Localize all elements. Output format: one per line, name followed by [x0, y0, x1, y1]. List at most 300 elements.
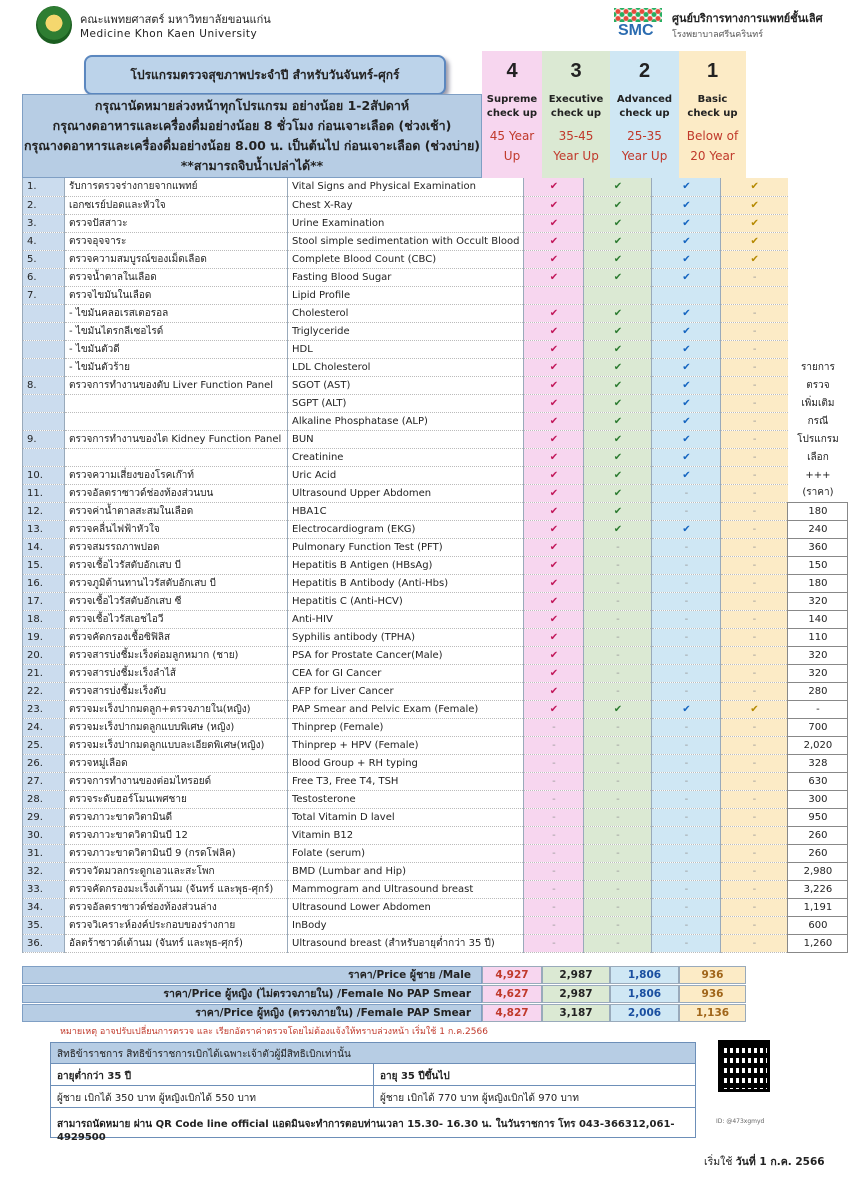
price-row-male: ราคา/Price ผู้ชาย /Male 4,927 2,987 1,806 936: [22, 966, 746, 984]
plan-inclusion-mark: ✔: [652, 520, 721, 538]
item-name-thai: ตรวจเชื้อไวรัสตับอักเสบ บี: [65, 556, 288, 574]
item-number: [23, 322, 65, 340]
item-number: 26.: [23, 754, 65, 772]
item-name-english: Thinprep (Female): [288, 718, 524, 736]
item-name-english: PSA for Prostate Cancer(Male): [288, 646, 524, 664]
item-name-english: LDL Cholesterol: [288, 358, 524, 376]
item-name-thai: รับการตรวจร่างกายจากแพทย์: [65, 178, 288, 196]
addon-price: 2,020: [788, 736, 848, 754]
addon-side-label: +++: [805, 469, 831, 481]
item-name-thai: [65, 448, 288, 466]
item-number: 16.: [23, 574, 65, 592]
item-name-thai: ตรวจมะเร็งปากมดลูก+ตรวจภายใน(หญิง): [65, 700, 288, 718]
effective-date: เริ่มใช้ วันที่ 1 ก.ค. 2566: [704, 1156, 825, 1168]
kku-logo-icon: [36, 6, 72, 44]
plan-inclusion-mark: ✔: [524, 610, 584, 628]
plan-inclusion-mark: ✔: [524, 322, 584, 340]
plan-inclusion-mark: -: [721, 682, 788, 700]
item-name-thai: ตรวจสารบ่งชี้มะเร็งตับ: [65, 682, 288, 700]
addon-price: 180: [788, 502, 848, 520]
plan-inclusion-mark: -: [721, 934, 788, 952]
table-row: [23, 214, 848, 232]
item-number: 11.: [23, 484, 65, 502]
item-number: 32.: [23, 862, 65, 880]
plan-inclusion-mark: ✔: [584, 484, 652, 502]
addon-side-label: [788, 268, 848, 286]
price-value: 4,827: [482, 1004, 542, 1022]
plan-age: 45 Year Up: [482, 122, 542, 178]
plan-inclusion-mark: -: [584, 736, 652, 754]
addon-price: 2,980: [788, 862, 848, 880]
plan-inclusion-mark: ✔: [524, 358, 584, 376]
plan-age: 35-45 Year Up: [542, 122, 610, 178]
table-row: [23, 628, 848, 646]
plan-inclusion-mark: -: [652, 484, 721, 502]
price-value: 1,806: [610, 985, 679, 1003]
item-number: 7.: [23, 286, 65, 304]
item-number: [23, 340, 65, 358]
plan-inclusion-mark: -: [584, 772, 652, 790]
plan-inclusion-mark: -: [584, 718, 652, 736]
item-number: 6.: [23, 268, 65, 286]
item-name-thai: ตรวจภาวะขาดวิตามินบี 9 (กรดโฟลิค): [65, 844, 288, 862]
item-name-thai: ตรวจอุจจาระ: [65, 232, 288, 250]
plan-inclusion-mark: -: [721, 376, 788, 394]
plan-inclusion-mark: -: [721, 520, 788, 538]
plan-inclusion-mark: -: [584, 754, 652, 772]
plan-inclusion-mark: -: [721, 916, 788, 934]
plan-inclusion-mark: -: [652, 628, 721, 646]
item-name-english: HBA1C: [288, 502, 524, 520]
plan-inclusion-mark: -: [721, 610, 788, 628]
item-number: 36.: [23, 934, 65, 952]
addon-side-label: [788, 304, 848, 322]
item-name-english: Triglyceride: [288, 322, 524, 340]
plan-inclusion-mark: -: [652, 646, 721, 664]
addon-price: 320: [788, 664, 848, 682]
plan-inclusion-mark: ✔: [524, 268, 584, 286]
item-name-thai: อัลตร้าซาวด์เต้านม (จันทร์ และพุธ-ศุกร์): [65, 934, 288, 952]
plan-inclusion-mark: ✔: [584, 304, 652, 322]
plan-inclusion-mark: ✔: [652, 232, 721, 250]
plan-inclusion-mark: -: [721, 646, 788, 664]
plan-inclusion-mark: -: [721, 736, 788, 754]
plan-inclusion-mark: -: [652, 556, 721, 574]
plan-inclusion-mark: -: [584, 790, 652, 808]
addon-price: 600: [788, 916, 848, 934]
plan-inclusion-mark: -: [721, 772, 788, 790]
plan-inclusion-mark: ✔: [584, 700, 652, 718]
item-number: 9.: [23, 430, 65, 448]
item-number: 33.: [23, 880, 65, 898]
item-name-english: Electrocardiogram (EKG): [288, 520, 524, 538]
checkup-items-table: [22, 178, 848, 953]
plan-inclusion-mark: -: [721, 718, 788, 736]
addon-side-label: [788, 322, 848, 340]
plan-inclusion-mark: -: [652, 592, 721, 610]
instruction-line: กรุณางดอาหารและเครื่องดื่มอย่างน้อย 8 ชั่วโมง ก่อนเจาะเลือด (ช่วงเช้า): [52, 118, 452, 133]
plan-inclusion-mark: ✔: [584, 466, 652, 484]
plan-inclusion-mark: -: [524, 790, 584, 808]
plan-inclusion-mark: ✔: [524, 592, 584, 610]
plan-inclusion-mark: ✔: [524, 664, 584, 682]
plan-inclusion-mark: ✔: [584, 340, 652, 358]
item-name-thai: ตรวจความสมบูรณ์ของเม็ดเลือด: [65, 250, 288, 268]
item-number: 21.: [23, 664, 65, 682]
item-name-english: PAP Smear and Pelvic Exam (Female): [288, 700, 524, 718]
item-name-english: Uric Acid: [288, 466, 524, 484]
addon-price: 320: [788, 646, 848, 664]
table-row: [23, 574, 848, 592]
table-row: [23, 646, 848, 664]
item-name-english: Thinprep + HPV (Female): [288, 736, 524, 754]
addon-price: 320: [788, 592, 848, 610]
addon-side-label: [788, 178, 848, 196]
plan-inclusion-mark: -: [584, 862, 652, 880]
item-name-thai: ตรวจการทำงานของตับ Liver Function Panel: [65, 376, 288, 394]
plan-inclusion-mark: -: [584, 898, 652, 916]
item-number: 31.: [23, 844, 65, 862]
center-subtitle: โรงพยาบาลศรีนครินทร์: [672, 30, 764, 40]
plan-inclusion-mark: ✔: [524, 304, 584, 322]
item-name-english: Syphilis antibody (TPHA): [288, 628, 524, 646]
plan-inclusion-mark: -: [721, 304, 788, 322]
item-name-english: Free T3, Free T4, TSH: [288, 772, 524, 790]
plan-inclusion-mark: -: [524, 754, 584, 772]
item-name-thai: เอกซเรย์ปอดและหัวใจ: [65, 196, 288, 214]
plan-inclusion-mark: ✔: [652, 376, 721, 394]
price-row-female-pap: ราคา/Price ผู้หญิง (ตรวจภายใน) /Female PAP Smear 4,827 3,187 2,006 1,136: [22, 1004, 746, 1022]
addon-side-label: เลือก: [807, 451, 829, 463]
item-name-english: Ultrasound Upper Abdomen: [288, 484, 524, 502]
plan-inclusion-mark: ✔: [584, 412, 652, 430]
plan-inclusion-mark: -: [584, 826, 652, 844]
addon-side-label: [788, 214, 848, 232]
addon-price: 150: [788, 556, 848, 574]
addon-side-label: [788, 232, 848, 250]
item-number: 20.: [23, 646, 65, 664]
plan-name: Advanced check up: [610, 92, 679, 122]
plan-inclusion-mark: -: [652, 736, 721, 754]
addon-price: 360: [788, 538, 848, 556]
item-name-english: SGOT (AST): [288, 376, 524, 394]
plan-inclusion-mark: ✔: [584, 430, 652, 448]
item-name-thai: ตรวจสมรรถภาพปอด: [65, 538, 288, 556]
addon-price: 110: [788, 628, 848, 646]
addon-side-label: กรณี: [807, 415, 829, 427]
plan-inclusion-mark: -: [721, 574, 788, 592]
plan-inclusion-mark: ✔: [524, 214, 584, 232]
item-name-english: Hepatitis B Antibody (Anti-Hbs): [288, 574, 524, 592]
disclaimer-note: หมายเหตุ อาจปรับเปลี่ยนการตรวจ และ เรียกอัตราค่าตรวจโดยไม่ต้องแจ้งให้ทราบล่วงหน้า เริ่มใช้ 1 ก.ค.2566: [60, 1027, 488, 1037]
item-number: 13.: [23, 520, 65, 538]
item-number: [23, 394, 65, 412]
item-name-thai: ตรวจระดับฮอร์โมนเพศชาย: [65, 790, 288, 808]
table-row: [23, 718, 848, 736]
plan-inclusion-mark: ✔: [584, 178, 652, 196]
item-name-english: Creatinine: [288, 448, 524, 466]
plan-inclusion-mark: ✔: [524, 448, 584, 466]
item-number: 17.: [23, 592, 65, 610]
plan-inclusion-mark: -: [524, 862, 584, 880]
addon-side-label: ตรวจ: [806, 379, 830, 391]
table-row: [23, 610, 848, 628]
item-number: 5.: [23, 250, 65, 268]
table-row: [23, 232, 848, 250]
item-name-thai: ตรวจไขมันในเลือด: [65, 286, 288, 304]
item-number: 35.: [23, 916, 65, 934]
addon-price: 950: [788, 808, 848, 826]
plan-inclusion-mark: -: [721, 664, 788, 682]
item-name-thai: ตรวจเชื้อไวรัสตับอักเสบ ซี: [65, 592, 288, 610]
plan-inclusion-mark: -: [524, 718, 584, 736]
plan-inclusion-mark: ✔: [652, 268, 721, 286]
instruction-line: กรุณานัดหมายล่วงหน้าทุกโปรแกรม อย่างน้อย 1-2สัปดาห์: [94, 98, 410, 113]
table-row: [23, 466, 848, 484]
plan-inclusion-mark: ✔: [524, 394, 584, 412]
center-name-thai: ศูนย์บริการทางการแพทย์ชั้นเลิศ: [672, 12, 823, 25]
price-value: 4,927: [482, 966, 542, 984]
table-row: [23, 916, 848, 934]
item-name-english: Ultrasound Lower Abdomen: [288, 898, 524, 916]
item-name-english: Testosterone: [288, 790, 524, 808]
table-row: [23, 538, 848, 556]
table-row: [23, 412, 848, 430]
item-name-english: Complete Blood Count (CBC): [288, 250, 524, 268]
plan-inclusion-mark: ✔: [584, 376, 652, 394]
plan-inclusion-mark: ✔: [652, 196, 721, 214]
item-number: 8.: [23, 376, 65, 394]
item-number: [23, 358, 65, 376]
table-row: [23, 286, 848, 304]
plan-inclusion-mark: -: [721, 844, 788, 862]
under-35-detail: ผู้ชาย เบิกได้ 350 บาท ผู้หญิงเบิกได้ 550 บาท: [57, 1093, 257, 1104]
table-row: [23, 520, 848, 538]
item-number: 10.: [23, 466, 65, 484]
smc-logo-icon: SMC: [612, 8, 664, 42]
plan-inclusion-mark: -: [584, 664, 652, 682]
table-row: [23, 790, 848, 808]
plan-inclusion-mark: ✔: [652, 322, 721, 340]
instruction-line: **สามารถจิบน้ำเปล่าได้**: [180, 158, 324, 173]
price-value: 2,006: [610, 1004, 679, 1022]
addon-price: 300: [788, 790, 848, 808]
plan-inclusion-mark: ✔: [652, 700, 721, 718]
plan-inclusion-mark: -: [584, 934, 652, 952]
item-name-thai: ตรวจภูมิต้านทานไวรัสตับอักเสบ บี: [65, 574, 288, 592]
addon-price: -: [788, 700, 848, 718]
plan-inclusion-mark: ✔: [721, 196, 788, 214]
table-row: [23, 934, 848, 952]
plan-age: 25-35 Year Up: [610, 122, 679, 178]
plan-inclusion-mark: ✔: [652, 466, 721, 484]
over-35-detail: ผู้ชาย เบิกได้ 770 บาท ผู้หญิงเบิกได้ 970 บาท: [373, 1086, 695, 1107]
item-name-thai: ตรวจภาวะขาดวิตามินดี: [65, 808, 288, 826]
plan-inclusion-mark: -: [584, 916, 652, 934]
plan-inclusion-mark: ✔: [524, 340, 584, 358]
under-35-label: อายุต่ำกว่า 35 ปี: [57, 1071, 132, 1082]
table-row: [23, 664, 848, 682]
plan-inclusion-mark: ✔: [652, 250, 721, 268]
instruction-line: กรุณางดอาหารและเครื่องดื่มอย่างน้อย 8.00 น. เป็นต้นไป ก่อนเจาะเลือด (ช่วงบ่าย): [23, 138, 481, 153]
plan-number: 3: [542, 51, 610, 92]
plan-inclusion-mark: -: [721, 538, 788, 556]
item-name-english: Pulmonary Function Test (PFT): [288, 538, 524, 556]
table-row: [23, 394, 848, 412]
plan-inclusion-mark: -: [524, 772, 584, 790]
plan-inclusion-mark: ✔: [524, 574, 584, 592]
plan-inclusion-mark: ✔: [721, 250, 788, 268]
addon-price: 260: [788, 826, 848, 844]
item-name-english: BMD (Lumbar and Hip): [288, 862, 524, 880]
table-row: [23, 358, 848, 376]
plan-inclusion-mark: ✔: [524, 250, 584, 268]
item-name-english: Blood Group + RH typing: [288, 754, 524, 772]
item-name-english: Hepatitis B Antigen (HBsAg): [288, 556, 524, 574]
plan-inclusion-mark: -: [524, 808, 584, 826]
item-name-thai: ตรวจหมู่เลือด: [65, 754, 288, 772]
addon-side-label: [788, 286, 848, 304]
plan-inclusion-mark: [721, 286, 788, 304]
plan-inclusion-mark: ✔: [584, 502, 652, 520]
plan-inclusion-mark: ✔: [584, 232, 652, 250]
item-name-english: Folate (serum): [288, 844, 524, 862]
plan-inclusion-mark: -: [721, 754, 788, 772]
plan-inclusion-mark: ✔: [721, 232, 788, 250]
item-name-english: AFP for Liver Cancer: [288, 682, 524, 700]
plan-inclusion-mark: -: [652, 790, 721, 808]
price-row-female-no-pap: ราคา/Price ผู้หญิง (ไม่ตรวจภายใน) /Female No PAP Smear 4,627 2,987 1,806 936: [22, 985, 746, 1003]
plan-inclusion-mark: -: [652, 934, 721, 952]
plan-inclusion-mark: -: [721, 628, 788, 646]
plan-inclusion-mark: ✔: [652, 412, 721, 430]
table-row: [23, 700, 848, 718]
plan-inclusion-mark: -: [652, 502, 721, 520]
item-name-english: BUN: [288, 430, 524, 448]
item-number: [23, 448, 65, 466]
plan-inclusion-mark: ✔: [652, 394, 721, 412]
plan-inclusion-mark: -: [721, 394, 788, 412]
addon-price: 1,191: [788, 898, 848, 916]
addon-price: 280: [788, 682, 848, 700]
plan-inclusion-mark: -: [524, 934, 584, 952]
price-value: 1,806: [610, 966, 679, 984]
item-number: 14.: [23, 538, 65, 556]
plan-inclusion-mark: -: [524, 826, 584, 844]
table-row: [23, 556, 848, 574]
item-number: 24.: [23, 718, 65, 736]
plan-inclusion-mark: -: [524, 844, 584, 862]
item-name-thai: ตรวจน้ำตาลในเลือด: [65, 268, 288, 286]
plan-name: Basic check up: [679, 92, 746, 122]
plan-inclusion-mark: ✔: [524, 196, 584, 214]
addon-price: 260: [788, 844, 848, 862]
plan-inclusion-mark: ✔: [524, 376, 584, 394]
plan-inclusion-mark: -: [721, 466, 788, 484]
item-name-thai: [65, 394, 288, 412]
plan-inclusion-mark: -: [652, 844, 721, 862]
item-name-thai: - ไขมันไตรกลีเซอไรด์: [65, 322, 288, 340]
plan-inclusion-mark: -: [721, 880, 788, 898]
plan-inclusion-mark: ✔: [721, 214, 788, 232]
item-name-thai: ตรวจค่าน้ำตาลสะสมในเลือด: [65, 502, 288, 520]
plan-inclusion-mark: ✔: [524, 412, 584, 430]
faculty-name-thai: คณะแพทยศาสตร์ มหาวิทยาลัยขอนแก่น: [80, 13, 271, 26]
item-name-thai: ตรวจปัสสาวะ: [65, 214, 288, 232]
plan-inclusion-mark: -: [524, 916, 584, 934]
plan-inclusion-mark: -: [584, 646, 652, 664]
plan-inclusion-mark: ✔: [524, 232, 584, 250]
item-name-thai: ตรวจคลื่นไฟฟ้าหัวใจ: [65, 520, 288, 538]
table-row: [23, 178, 848, 196]
item-number: 27.: [23, 772, 65, 790]
table-row: [23, 484, 848, 502]
plan-inclusion-mark: -: [524, 898, 584, 916]
item-number: [23, 412, 65, 430]
item-name-english: Urine Examination: [288, 214, 524, 232]
plan-inclusion-mark: -: [652, 682, 721, 700]
rights-title: สิทธิข้าราชการ สิทธิข้าราชการเบิกได้เฉพาะเจ้าตัวผู้มีสิทธิเบิกเท่านั้น: [51, 1043, 695, 1063]
plan-inclusion-mark: -: [721, 448, 788, 466]
item-number: 19.: [23, 628, 65, 646]
plan-inclusion-mark: ✔: [721, 700, 788, 718]
item-name-thai: ตรวจวัดมวลกระดูกเอวและสะโพก: [65, 862, 288, 880]
item-name-thai: ตรวจคัดกรองมะเร็งเต้านม (จันทร์ และพุธ-ศุกร์): [65, 880, 288, 898]
plan-inclusion-mark: -: [652, 916, 721, 934]
item-number: 29.: [23, 808, 65, 826]
table-row: [23, 862, 848, 880]
item-name-thai: ตรวจอัลตราซาวด์ช่องท้องส่วนล่าง: [65, 898, 288, 916]
table-row: [23, 196, 848, 214]
instructions: [22, 94, 482, 178]
item-number: 2.: [23, 196, 65, 214]
price-value: 2,987: [542, 985, 610, 1003]
table-row: [23, 826, 848, 844]
plan-inclusion-mark: -: [524, 736, 584, 754]
table-row: [23, 754, 848, 772]
plan-inclusion-mark: ✔: [584, 196, 652, 214]
plan-inclusion-mark: ✔: [584, 214, 652, 232]
plan-inclusion-mark: -: [721, 430, 788, 448]
table-row: [23, 340, 848, 358]
item-name-thai: - ไขมันตัวดี: [65, 340, 288, 358]
plan-inclusion-mark: ✔: [524, 520, 584, 538]
plan-inclusion-mark: -: [721, 898, 788, 916]
item-name-thai: ตรวจการทำงานของไต Kidney Function Panel: [65, 430, 288, 448]
plan-inclusion-mark: ✔: [652, 358, 721, 376]
item-number: 18.: [23, 610, 65, 628]
civil-servant-rights-box: [50, 1042, 696, 1143]
table-row: [23, 880, 848, 898]
over-35-label: อายุ 35 ปีขึ้นไป: [373, 1064, 695, 1085]
faculty-name-english: Medicine Khon Kaen University: [80, 28, 258, 40]
addon-price: 240: [788, 520, 848, 538]
item-name-english: Stool simple sedimentation with Occult Blood: [288, 232, 524, 250]
plan-inclusion-mark: -: [652, 538, 721, 556]
plan-inclusion-mark: ✔: [524, 628, 584, 646]
smc-header: [612, 8, 823, 42]
plan-inclusion-mark: -: [721, 268, 788, 286]
item-name-thai: - ไขมันคลอเรสเตอรอล: [65, 304, 288, 322]
item-name-thai: ตรวจมะเร็งปากมดลูกแบบพิเศษ (หญิง): [65, 718, 288, 736]
plan-inclusion-mark: -: [721, 556, 788, 574]
addon-side-label: โปรแกรม: [797, 433, 839, 445]
price-value: 4,627: [482, 985, 542, 1003]
line-qr-code[interactable]: [718, 1040, 770, 1092]
plan-inclusion-mark: ✔: [652, 214, 721, 232]
plan-name: Supreme check up: [482, 92, 542, 122]
item-name-english: Vital Signs and Physical Examination: [288, 178, 524, 196]
